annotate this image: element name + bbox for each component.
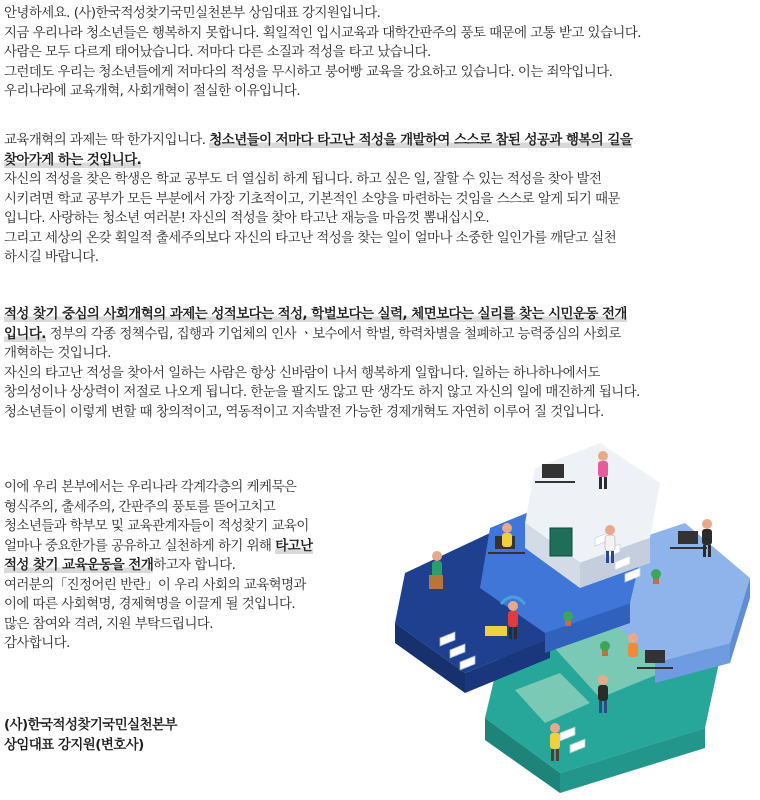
campaign-text: 얼마나 중요한가를 공유하고 실천하게 하기 위해 [4,538,276,554]
society-highlight: 입니다. [4,326,46,342]
campaign-highlight: 적성 찾기 교육운동을 전개 [4,558,154,573]
person-icon [485,626,507,636]
person-icon [628,633,638,657]
campaign-line [4,537,379,557]
education-highlight: 찾아가게 하는 것입니다. [4,152,142,168]
education-highlight: 청소년들이 저마다 타고난 적성을 개발하여 스스로 참된 성공과 행복의 길을 [209,133,633,148]
signature-org: (사)한국적성찾기국민실천본부 [4,718,177,733]
campaign-line: 많은 참여와 격려, 지원 부탁드립니다. [4,616,214,632]
signature-name: 상임대표 강지원(변호사) [4,737,144,753]
campaign-text: 하고자 합니다. [153,558,236,573]
intro-line: 사람은 모두 다르게 태어났습니다. 저마다 다른 소질과 적성을 타고 났습니다. [4,45,431,60]
signature [4,716,264,755]
society-line: 청소년들이 이렇게 변할 때 창의적이고, 역동적이고 지속발전 가능한 경제개혁도 자연히 이루어 질 것입니다. [4,404,604,420]
education-line: 시키려면 학교 공부가 모든 부분에서 가장 기초적이고, 기본적인 소양을 마련하는 것임을 스스로 알게 되기 때문 [4,191,620,207]
campaign-line: 이에 우리 본부에서는 우리나라 각계각층의 케케묵은 [4,480,297,495]
puzzle-teamwork-illustration-icon [385,428,760,800]
campaign-line: 형식주의, 출세주의, 간판주의 풍토를 뜯어고치고 [4,499,276,515]
society-line [4,305,756,325]
education-line: 입니다. 사랑하는 청소년 여러분! 자신의 적성을 찾아 타고난 재능을 마음껏 뽐내십시오. [4,211,490,226]
campaign-line: 감사합니다. [4,636,70,651]
campaign-paragraph [4,478,379,654]
campaign-line: 이에 따른 사회혁명, 경제혁명을 이끌게 될 것입니다. [4,597,296,612]
education-line: 그리고 세상의 온갖 획일적 출세주의보다 자신의 타고난 적성을 찾는 일이 얼마나 소중한 일인가를 깨닫고 실천 [4,230,617,246]
society-line [4,325,756,345]
education-line: 자신의 적성을 찾은 학생은 학교 공부도 더 열심히 하게 됩니다. 하고 싶은 일, 잘할 수 있는 적성을 찾아 발전 [4,172,602,187]
chalkboard-icon [550,528,572,556]
intro-paragraph [4,4,756,102]
society-highlight: 적성 찾기 중심의 사회개혁의 과제는 성적보다는 적성, 학벌보다는 실력, 체면보다는 실리를 찾는 시민운동 전개 [4,307,627,322]
social-reform-paragraph [4,305,756,422]
society-line: 개혁하는 것입니다. [4,346,111,361]
intro-line: 지금 우리나라 청소년들은 행복하지 못합니다. 획일적인 입시교육과 대학간판주의 풍토 때문에 고통 받고 있습니다. [4,25,642,41]
education-line [4,131,756,151]
society-line: 자신의 타고난 적성을 찾아서 일하는 사람은 항상 신바람이 나서 행복하게 일합니다. 일하는 하나하나에서도 [4,365,600,381]
education-lead: 교육개혁의 과제는 딱 한가지입니다. [4,133,206,148]
intro-line: 우리나라에 교육개혁, 사회개혁이 절실한 이유입니다. [4,84,301,99]
society-text: 정부의 각종 정책수립, 집행과 기업체의 인사 ㆍ보수에서 학벌, 학력차별을 철폐하고 능력중심의 사회로 [45,326,621,342]
intro-line: 안녕하세요. (사)한국적성찾기국민실천본부 상임대표 강지원입니다. [4,6,381,21]
society-line: 창의성이나 상상력이 저절로 나오게 됩니다. 한눈을 팔지도 않고 딴 생각도 하지 않고 자신의 일에 매진하게 됩니다. [4,385,640,400]
campaign-line: 여러분의「진정어린 반란」이 우리 사회의 교육혁명과 [4,577,306,593]
education-line [4,151,756,171]
campaign-line: 청소년들과 학부모 및 교육관계자들이 적성찾기 교육이 [4,519,309,534]
person-icon [502,523,512,547]
campaign-line [4,556,379,576]
campaign-highlight: 타고난 [275,538,313,554]
education-line: 하시길 바랍니다. [4,250,99,265]
intro-line: 그런데도 우리는 청소년들에게 저마다의 적성을 무시하고 붕어빵 교육을 강요하고 있습니다. 이는 죄악입니다. [4,64,613,80]
education-reform-paragraph [4,131,756,268]
